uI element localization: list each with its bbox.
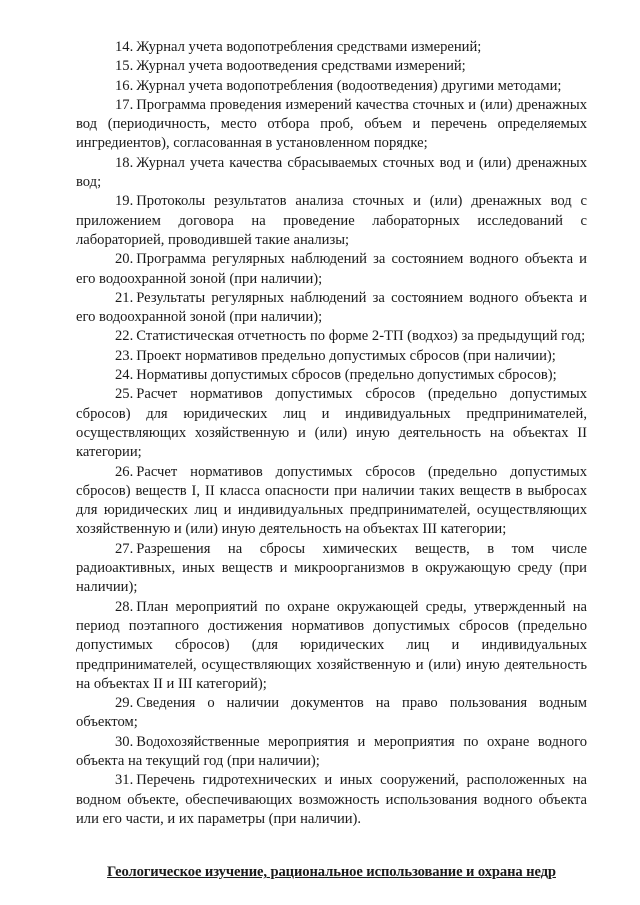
item-text: План мероприятий по охране окружающей среды, утвержденный на период поэтапного достижения нормативов допустимых сбросов (предельно допустимых сбросов) (для юридических лиц и индивидуальных предпринимателей, осуществляющих хозяйственную и (или) иную деятельность на объектах II и III категорий); <box>76 598 587 692</box>
list-item <box>76 77 587 96</box>
item-number: 20. <box>115 251 134 268</box>
list-item <box>76 385 587 462</box>
item-text: Журнал учета водопотребления средствами измерений; <box>136 39 482 55</box>
item-text: Расчет нормативов допустимых сбросов (предельно допустимых сбросов) для юридических лиц и индивидуальных предпринимателей, осуществляющих хозяйственную и (или) иную деятельность на объектах II категории; <box>76 386 587 461</box>
item-number: 27. <box>115 540 134 557</box>
list-item <box>76 694 587 733</box>
list-item <box>76 366 587 385</box>
item-text: Программа регулярных наблюдений за состоянием водного объекта и его водоохранной зоной (при наличии); <box>76 251 587 287</box>
list-item <box>76 733 587 772</box>
item-text: Журнал учета водопотребления (водоотведения) другими методами; <box>136 77 562 94</box>
list-item <box>76 38 587 57</box>
item-number: 21. <box>115 289 134 306</box>
item-text: Нормативы допустимых сбросов (предельно допустимых сбросов); <box>136 367 557 384</box>
item-text: Расчет нормативов допустимых сбросов (предельно допустимых сбросов) веществ I, II класса опасности при наличии таких веществ в выбросах для юридических лиц и индивидуальных предпринимателей, осуществляющих хозяйственную и (или) иную деятельность на объектах III категории; <box>76 463 587 538</box>
list-item <box>76 192 587 250</box>
item-number: 18. <box>115 154 134 171</box>
item-number: 24. <box>115 367 134 384</box>
list-item <box>76 327 587 346</box>
item-text: Программа проведения измерений качества сточных и (или) дренажных вод (периодичность, место отбора проб, объем и перечень определяемых ингредиентов), согласованная в установленном порядке; <box>76 96 587 152</box>
item-text: Журнал учета качества сбрасываемых сточных вод и (или) дренажных вод; <box>76 154 587 191</box>
item-number: 17. <box>115 96 134 113</box>
item-text: Протоколы результатов анализа сточных и (или) дренажных вод с приложением договора на проведение лабораторных исследований с лабораторией, проводившей такие анализы; <box>76 193 587 248</box>
item-number: 28. <box>115 598 134 615</box>
list-item <box>76 463 587 540</box>
item-number: 23. <box>115 347 134 364</box>
item-number: 25. <box>115 386 134 403</box>
item-text: Статистическая отчетность по форме 2-ТП (водхоз) за предыдущий год; <box>136 328 586 345</box>
item-text: Водохозяйственные мероприятия и мероприятия по охране водного объекта на текущий год (при наличии); <box>76 733 587 769</box>
item-number: 26. <box>115 463 134 480</box>
list-item <box>76 540 587 598</box>
item-text: Журнал учета водоотведения средствами измерений; <box>136 58 466 75</box>
list-item <box>76 771 587 829</box>
list-item <box>76 347 587 366</box>
list-item <box>76 154 587 193</box>
item-number: 15. <box>115 58 134 75</box>
item-text: Проект нормативов предельно допустимых сбросов (при наличии); <box>136 347 556 364</box>
list-item <box>76 598 587 694</box>
item-number: 14. <box>115 39 134 55</box>
item-number: 31. <box>115 772 134 789</box>
item-text: Результаты регулярных наблюдений за состоянием водного объекта и его водоохранной зоной (при наличии); <box>76 289 587 326</box>
requirements-list <box>76 38 587 829</box>
item-number: 19. <box>115 193 134 210</box>
item-text: Перечень гидротехнических и иных сооружений, расположенных на водном объекте, обеспечивающих возможность использования водного объекта или его части, и их параметры (при наличии). <box>76 772 587 827</box>
item-text: Разрешения на сбросы химических веществ, в том числе радиоактивных, иных веществ и микроорганизмов в окружающую среду (при наличии); <box>76 540 587 596</box>
section-heading: Геологическое изучение, рациональное использование и охрана недр <box>107 864 556 881</box>
item-number: 30. <box>115 733 134 750</box>
item-number: 22. <box>115 328 134 345</box>
list-item <box>76 289 587 328</box>
item-text: Сведения о наличии документов на право пользования водным объектом; <box>76 695 587 731</box>
list-item <box>76 250 587 289</box>
item-number: 16. <box>115 77 134 94</box>
list-item <box>76 96 587 154</box>
list-item <box>76 57 587 76</box>
item-number: 29. <box>115 695 134 712</box>
document-page <box>76 38 587 882</box>
